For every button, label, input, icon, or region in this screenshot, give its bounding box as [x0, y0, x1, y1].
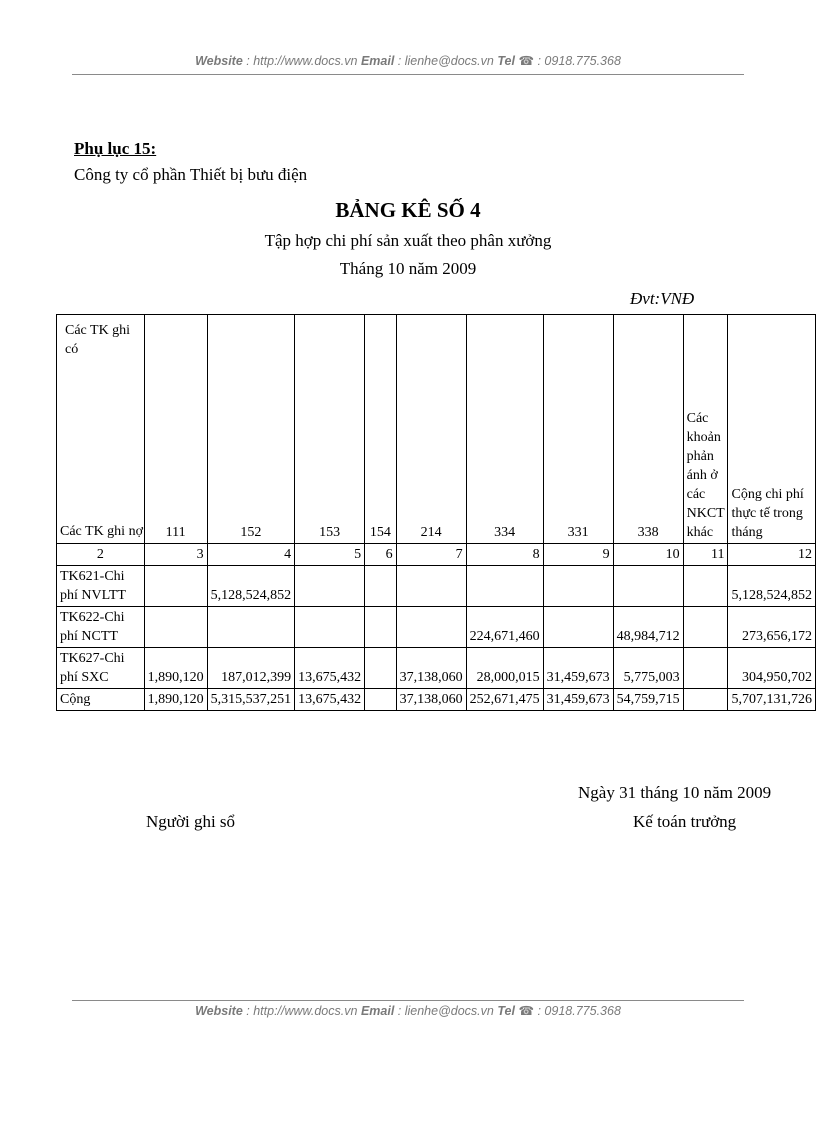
- table-cell: [144, 607, 207, 648]
- table-row: [57, 607, 816, 648]
- table-cell: [144, 566, 207, 607]
- header-divider: [72, 74, 744, 75]
- page-header: [0, 53, 816, 68]
- row-label: TK622-Chi phí NCTT: [57, 607, 145, 648]
- index-cell: 2: [57, 544, 145, 566]
- document-title: BẢNG KÊ SỐ 4: [335, 198, 481, 222]
- column-header: Cộng chi phí thực tế trong tháng: [728, 315, 816, 544]
- index-cell: 11: [683, 544, 728, 566]
- table-cell: [207, 607, 295, 648]
- index-cell: 4: [207, 544, 295, 566]
- table-cell: 48,984,712: [613, 607, 683, 648]
- table-cell: 5,315,537,251: [207, 689, 295, 711]
- column-header: 331: [543, 315, 613, 544]
- table-cell: 5,775,003: [613, 648, 683, 689]
- document-period: Tháng 10 năm 2009: [339, 259, 477, 278]
- header-email-label: Email: [360, 54, 395, 68]
- footer-email-link[interactable]: : lienhe@docs.vn: [397, 1004, 494, 1018]
- row-label: TK621-Chi phí NVLTT: [57, 566, 145, 607]
- table-cell: 5,128,524,852: [207, 566, 295, 607]
- footer-website-link[interactable]: : http://www.docs.vn: [246, 1004, 358, 1018]
- table-cell: 224,671,460: [466, 607, 543, 648]
- index-cell: 6: [365, 544, 396, 566]
- header-tel-value: ☎ : 0918.775.368: [518, 54, 621, 68]
- footer-divider: [72, 1000, 744, 1001]
- corner-cell: [57, 315, 145, 544]
- table-cell: 273,656,172: [728, 607, 816, 648]
- column-header: Các khoản phản ánh ở các NKCT khác: [683, 315, 728, 544]
- table-cell: [543, 607, 613, 648]
- table-cell: 1,890,120: [144, 648, 207, 689]
- table-cell: [365, 607, 396, 648]
- table-cell: [466, 566, 543, 607]
- table-cell: [683, 689, 728, 711]
- recorder-label: Người ghi sổ: [146, 812, 236, 831]
- table-cell: [683, 607, 728, 648]
- table-cell: 187,012,399: [207, 648, 295, 689]
- index-cell: 12: [728, 544, 816, 566]
- table-cell: 13,675,432: [295, 648, 365, 689]
- table-cell: [295, 566, 365, 607]
- table-cell: 31,459,673: [543, 689, 613, 711]
- index-cell: 3: [144, 544, 207, 566]
- column-header: 154: [365, 315, 396, 544]
- table-cell: 28,000,015: [466, 648, 543, 689]
- row-label: Cộng: [57, 689, 145, 711]
- cost-table: [56, 314, 816, 711]
- table-cell: 5,128,524,852: [728, 566, 816, 607]
- document-subtitle: Tập hợp chi phí sản xuất theo phân xưởng: [264, 231, 552, 250]
- page-footer: [0, 1003, 816, 1018]
- index-row: [57, 544, 816, 566]
- signature-date: Ngày 31 tháng 10 năm 2009: [578, 783, 772, 802]
- table-cell: 37,138,060: [396, 689, 466, 711]
- table-cell: 252,671,475: [466, 689, 543, 711]
- table-cell: 304,950,702: [728, 648, 816, 689]
- table-cell: [365, 648, 396, 689]
- table-cell: [683, 566, 728, 607]
- total-row: [57, 689, 816, 711]
- header-email-link[interactable]: : lienhe@docs.vn: [397, 54, 494, 68]
- appendix-label: Phụ lục 15:: [74, 139, 157, 158]
- header-website-label: Website: [195, 54, 243, 68]
- table-row: [57, 648, 816, 689]
- table-cell: 1,890,120: [144, 689, 207, 711]
- table-row: [57, 566, 816, 607]
- column-header: 334: [466, 315, 543, 544]
- row-label: TK627-Chi phí SXC: [57, 648, 145, 689]
- table-cell: [683, 648, 728, 689]
- table-cell: 5,707,131,726: [728, 689, 816, 711]
- footer-tel-label: Tel: [497, 1004, 515, 1018]
- table-cell: 37,138,060: [396, 648, 466, 689]
- column-header: 111: [144, 315, 207, 544]
- table-cell: [365, 689, 396, 711]
- header-tel-label: Tel: [497, 54, 515, 68]
- table-header-row: [57, 315, 816, 544]
- debit-accounts-label: Các TK ghi nợ: [60, 524, 143, 539]
- table-cell: [365, 566, 396, 607]
- footer-website-label: Website: [195, 1004, 243, 1018]
- company-name: Công ty cổ phần Thiết bị bưu điện: [74, 165, 308, 184]
- index-cell: 9: [543, 544, 613, 566]
- table-cell: 54,759,715: [613, 689, 683, 711]
- index-cell: 8: [466, 544, 543, 566]
- table-cell: [396, 566, 466, 607]
- column-header: 152: [207, 315, 295, 544]
- chief-accountant-label: Kế toán trưởng: [633, 812, 737, 831]
- table-cell: [613, 566, 683, 607]
- index-cell: 7: [396, 544, 466, 566]
- table-cell: [543, 566, 613, 607]
- footer-tel-value: ☎ : 0918.775.368: [518, 1004, 621, 1018]
- table-cell: [295, 607, 365, 648]
- index-cell: 10: [613, 544, 683, 566]
- credit-accounts-label: Các TK ghi có: [65, 323, 131, 357]
- index-cell: 5: [295, 544, 365, 566]
- column-header: 153: [295, 315, 365, 544]
- header-website-link[interactable]: : http://www.docs.vn: [246, 54, 358, 68]
- column-header: 214: [396, 315, 466, 544]
- table-cell: 31,459,673: [543, 648, 613, 689]
- table-cell: [396, 607, 466, 648]
- column-header: 338: [613, 315, 683, 544]
- currency-unit: Đvt:VNĐ: [630, 289, 695, 308]
- footer-email-label: Email: [360, 1004, 395, 1018]
- table-cell: 13,675,432: [295, 689, 365, 711]
